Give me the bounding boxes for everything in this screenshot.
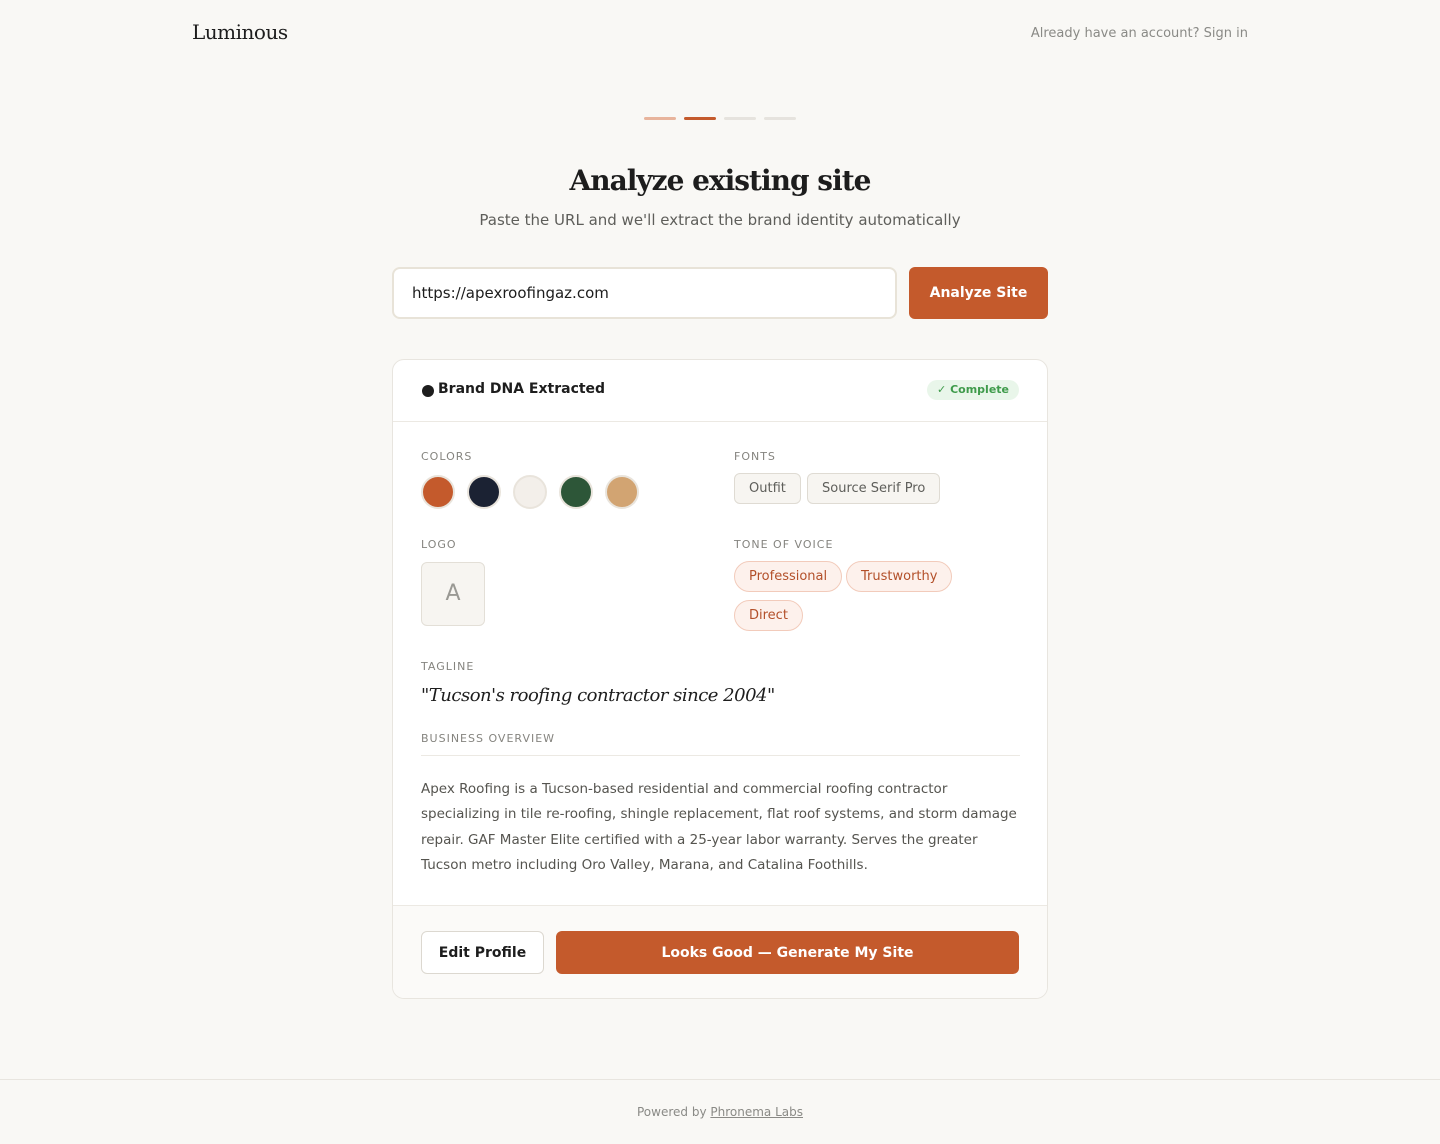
step-progress — [644, 117, 796, 120]
page-footer — [0, 1079, 1440, 1144]
page-subtitle: Paste the URL and we'll extract the brand identity automatically — [479, 211, 961, 229]
top-header — [0, 0, 1440, 70]
section-divider — [421, 755, 1020, 756]
color-swatch — [467, 475, 501, 509]
fonts-label: FONTS — [734, 450, 776, 463]
analyze-site-button[interactable]: Analyze Site — [909, 267, 1048, 319]
logo-preview: A — [421, 562, 485, 626]
status-dot-icon — [422, 385, 434, 397]
business-overview-text: Apex Roofing is a Tucson-based residential and commercial roofing contractor specializing in tile re-roofing, shingle replacement, flat roof systems, and storm damage repair. GAF Master Elite certified with a 25-year labor warranty. Serves the greater Tucson metro including Oro Valley, Marana, and Catalina Foothills. — [421, 781, 1017, 873]
progress-step-2 — [684, 117, 716, 120]
colors-label: COLORS — [421, 450, 473, 463]
brand-logo[interactable]: Luminous — [192, 20, 288, 44]
progress-step-4 — [764, 117, 796, 120]
overview-label: BUSINESS OVERVIEW — [421, 732, 556, 745]
footer-prefix: Powered by — [637, 1105, 707, 1119]
tone-chip: Professional — [734, 561, 842, 592]
page-title: Analyze existing site — [569, 164, 871, 197]
url-input[interactable] — [392, 267, 897, 319]
generate-site-button[interactable]: Looks Good — Generate My Site — [556, 931, 1019, 974]
progress-step-3 — [724, 117, 756, 120]
status-badge: ✓ Complete — [927, 380, 1019, 400]
color-swatch — [513, 475, 547, 509]
card-header — [393, 360, 1047, 422]
font-chip: Source Serif Pro — [807, 473, 940, 504]
progress-step-1 — [644, 117, 676, 120]
tone-chip: Trustworthy — [846, 561, 952, 592]
card-title: Brand DNA Extracted — [438, 381, 606, 397]
color-swatch — [559, 475, 593, 509]
tone-label: TONE OF VOICE — [734, 538, 834, 551]
color-swatch — [421, 475, 455, 509]
color-swatch — [605, 475, 639, 509]
edit-profile-button[interactable]: Edit Profile — [421, 931, 544, 974]
signin-link[interactable]: Already have an account? Sign in — [1030, 26, 1248, 41]
tagline-text: "Tucson's roofing contractor since 2004" — [421, 685, 775, 706]
phronema-labs-link[interactable]: Phronema Labs — [710, 1105, 803, 1119]
footer-credit — [0, 1105, 1440, 1119]
card-actions — [393, 905, 1047, 999]
font-chip: Outfit — [734, 473, 801, 504]
tagline-label: TAGLINE — [421, 660, 475, 673]
tone-chip: Direct — [734, 600, 803, 631]
brand-dna-card — [392, 359, 1048, 999]
logo-label: LOGO — [421, 538, 457, 551]
